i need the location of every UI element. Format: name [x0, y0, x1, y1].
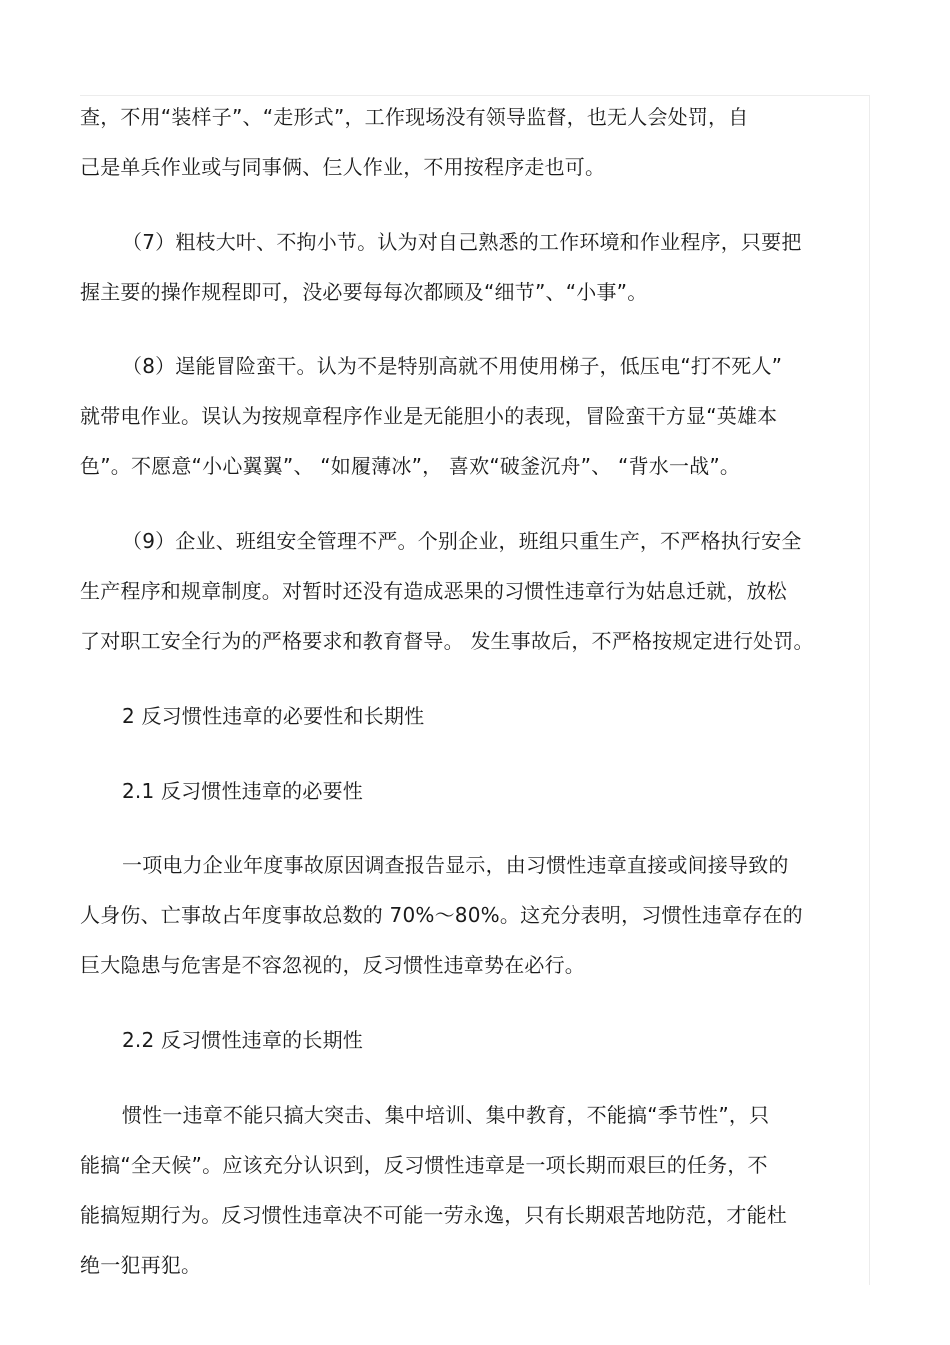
paragraph-line: （8）逞能冒险蛮干。认为不是特别高就不用使用梯子，低压电“打不死人” — [122, 354, 783, 378]
paragraph-line: 生产程序和规章制度。对暂时还没有造成恶果的习惯性违章行为姑息迁就，放松 — [80, 579, 787, 603]
paragraph-line: （9）企业、班组安全管理不严。个别企业，班组只重生产，不严格执行安全 — [122, 529, 802, 553]
paragraph-line: 查，不用“装样子”、“走形式”，工作现场没有领导监督，也无人会处罚，自 — [80, 105, 749, 129]
paragraph-line: 人身伤、亡事故占年度事故总数的 70%～80%。这充分表明，习惯性违章存在的 — [80, 903, 803, 927]
paragraph-line: （7）粗枝大叶、不拘小节。认为对自己熟悉的工作环境和作业程序，只要把 — [122, 230, 802, 254]
paragraph-line: 巨大隐患与危害是不容忽视的，反习惯性违章势在必行。 — [80, 953, 585, 977]
paragraph-line: 能搞短期行为。反习惯性违章决不可能一劳永逸，只有长期艰苦地防范，才能杜 — [80, 1203, 787, 1227]
paragraph-line: 就带电作业。误认为按规章程序作业是无能胆小的表现，冒险蛮干方显“英雄本 — [80, 404, 778, 428]
page-top-border — [80, 95, 870, 96]
paragraph-line: 能搞“全天候”。应该充分认识到，反习惯性违章是一项长期而艰巨的任务，不 — [80, 1153, 768, 1177]
paragraph-line: 一项电力企业年度事故原因调查报告显示，由习惯性违章直接或间接导致的 — [122, 853, 789, 877]
paragraph-line: 己是单兵作业或与同事俩、仨人作业，不用按程序走也可。 — [80, 155, 606, 179]
section-heading: 2 反习惯性违章的必要性和长期性 — [122, 704, 425, 728]
subsection-heading: 2.1 反习惯性违章的必要性 — [122, 779, 363, 803]
paragraph-line: 色”。不愿意“小心翼翼”、 “如履薄冰”， 喜欢“破釜沉舟”、 “背水一战”。 — [80, 454, 741, 478]
paragraph-line: 惯性一违章不能只搞大突击、集中培训、集中教育，不能搞“季节性”，只 — [122, 1103, 770, 1127]
paragraph-line: 握主要的操作规程即可，没必要每每次都顾及“细节”、“小事”。 — [80, 280, 648, 304]
paragraph-line: 了对职工安全行为的严格要求和教育督导。 发生事故后，不严格按规定进行处罚。 — [80, 629, 814, 653]
page-right-border — [869, 95, 870, 1285]
paragraph-line: 绝一犯再犯。 — [80, 1253, 202, 1277]
subsection-heading: 2.2 反习惯性违章的长期性 — [122, 1028, 363, 1052]
